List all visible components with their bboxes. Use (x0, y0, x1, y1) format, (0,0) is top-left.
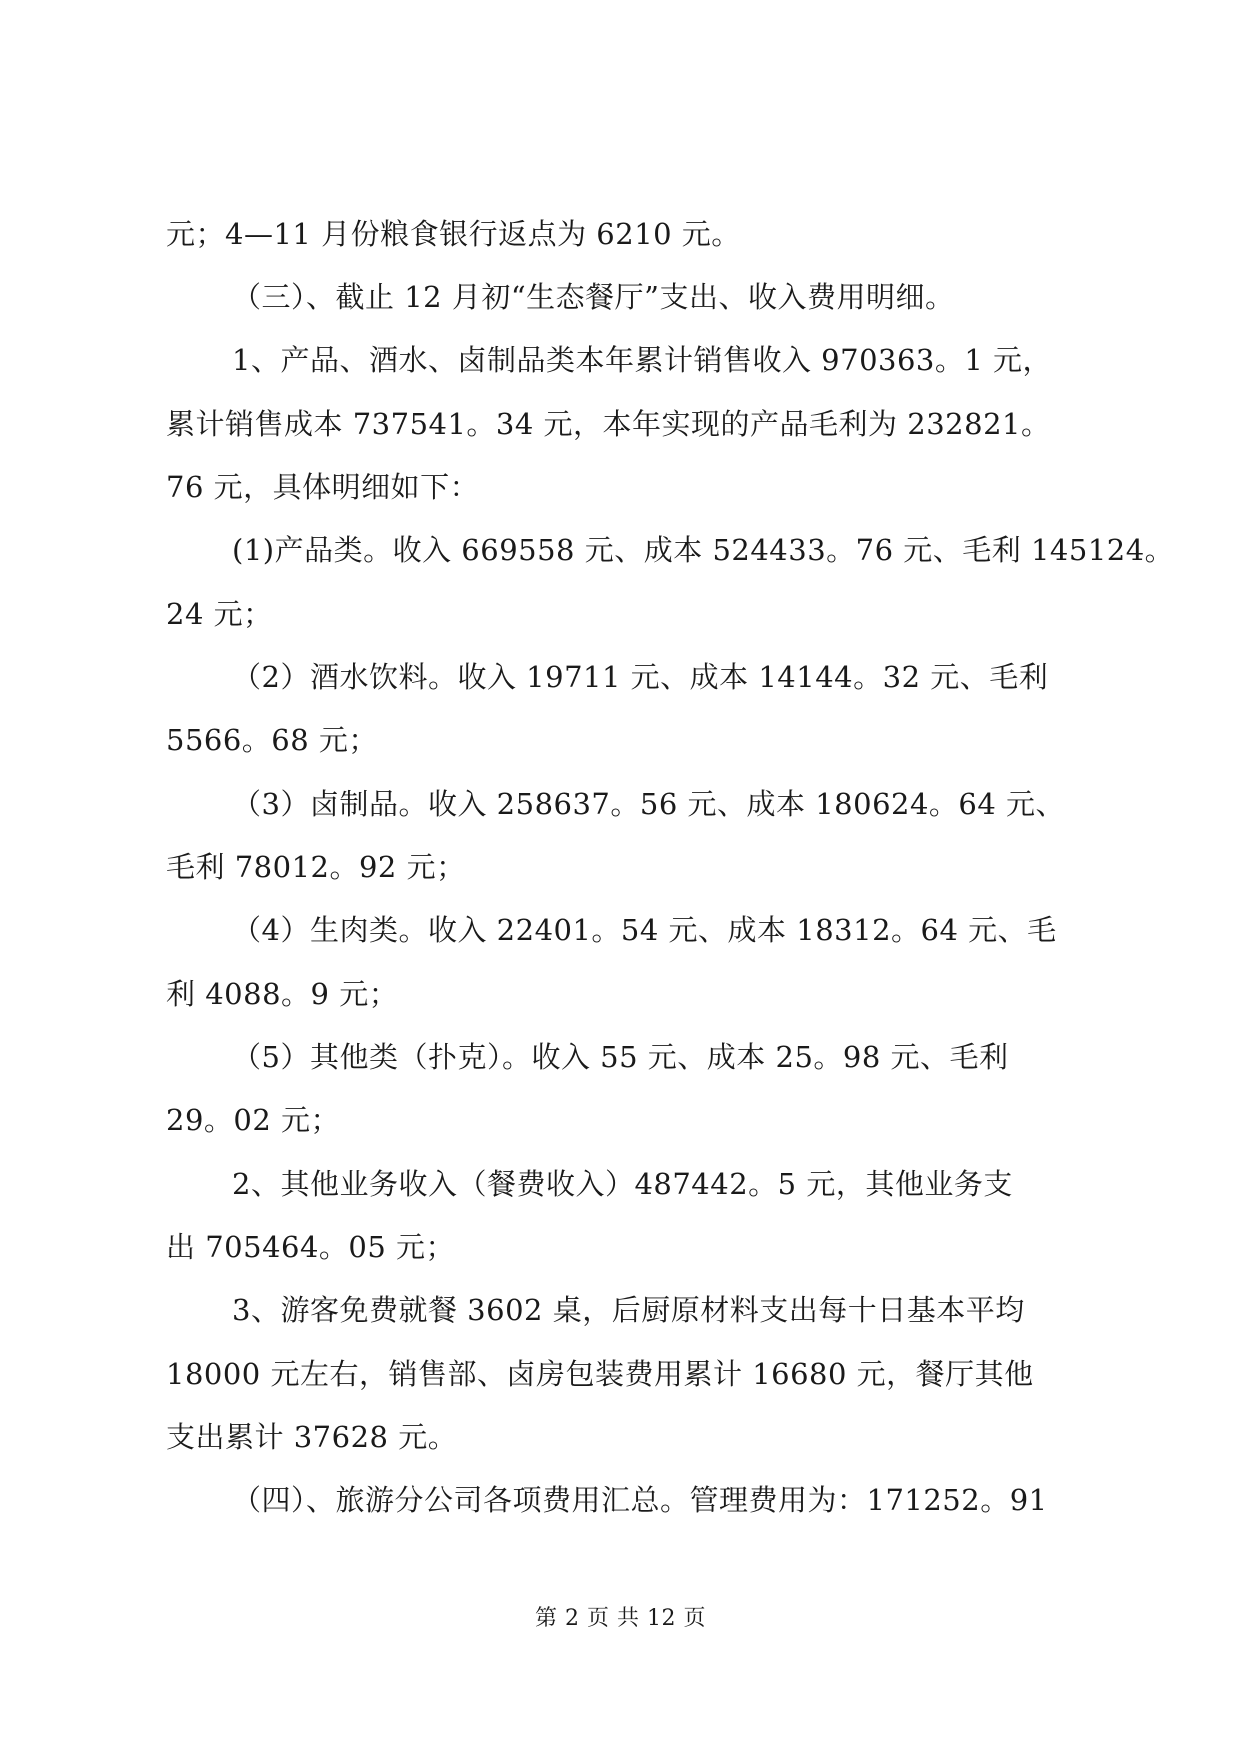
text-line: 1、产品、酒水、卤制品类本年累计销售收入 970363。1 元， (232, 343, 1053, 377)
text-line: 5566。68 元； (166, 723, 378, 757)
text-line: （3）卤制品。收入 258637。56 元、成本 180624。64 元、 (232, 787, 1066, 821)
text-line: 累计销售成本 737541。34 元，本年实现的产品毛利为 232821。 (166, 407, 1051, 441)
text-line: 2、其他业务收入（餐费收入）487442。5 元，其他业务支 (232, 1167, 1013, 1201)
text-line: （4）生肉类。收入 22401。54 元、成本 18312。64 元、毛 (232, 913, 1057, 947)
text-line: 元；4—11 月份粮食银行返点为 6210 元。 (166, 217, 741, 251)
text-line: (1)产品类。收入 669558 元、成本 524433。76 元、毛利 145124。 (232, 533, 1175, 567)
text-line: 24 元； (166, 597, 273, 631)
text-line: 利 4088。9 元； (166, 977, 399, 1011)
text-line: 毛利 78012。92 元； (166, 850, 466, 884)
section-heading-4: （四）、旅游分公司各项费用汇总。管理费用为：171252。91 (232, 1483, 1048, 1517)
text-line: 76 元，具体明细如下： (166, 470, 480, 504)
text-line: 出 705464。05 元； (166, 1230, 456, 1264)
text-line: 3、游客免费就餐 3602 桌，后厨原材料支出每十日基本平均 (232, 1293, 1025, 1327)
text-line: （5）其他类（扑克）。收入 55 元、成本 25。98 元、毛利 (232, 1040, 1009, 1074)
section-heading-3: （三）、截止 12 月初“生态餐厅”支出、收入费用明细。 (232, 280, 955, 314)
page-footer: 第 2 页 共 12 页 (535, 1606, 706, 1631)
text-line: 29。02 元； (166, 1103, 341, 1137)
text-line: 18000 元左右，销售部、卤房包装费用累计 16680 元，餐厅其他 (166, 1357, 1034, 1391)
text-line: 支出累计 37628 元。 (166, 1420, 458, 1454)
text-line: （2）酒水饮料。收入 19711 元、成本 14144。32 元、毛利 (232, 660, 1049, 694)
